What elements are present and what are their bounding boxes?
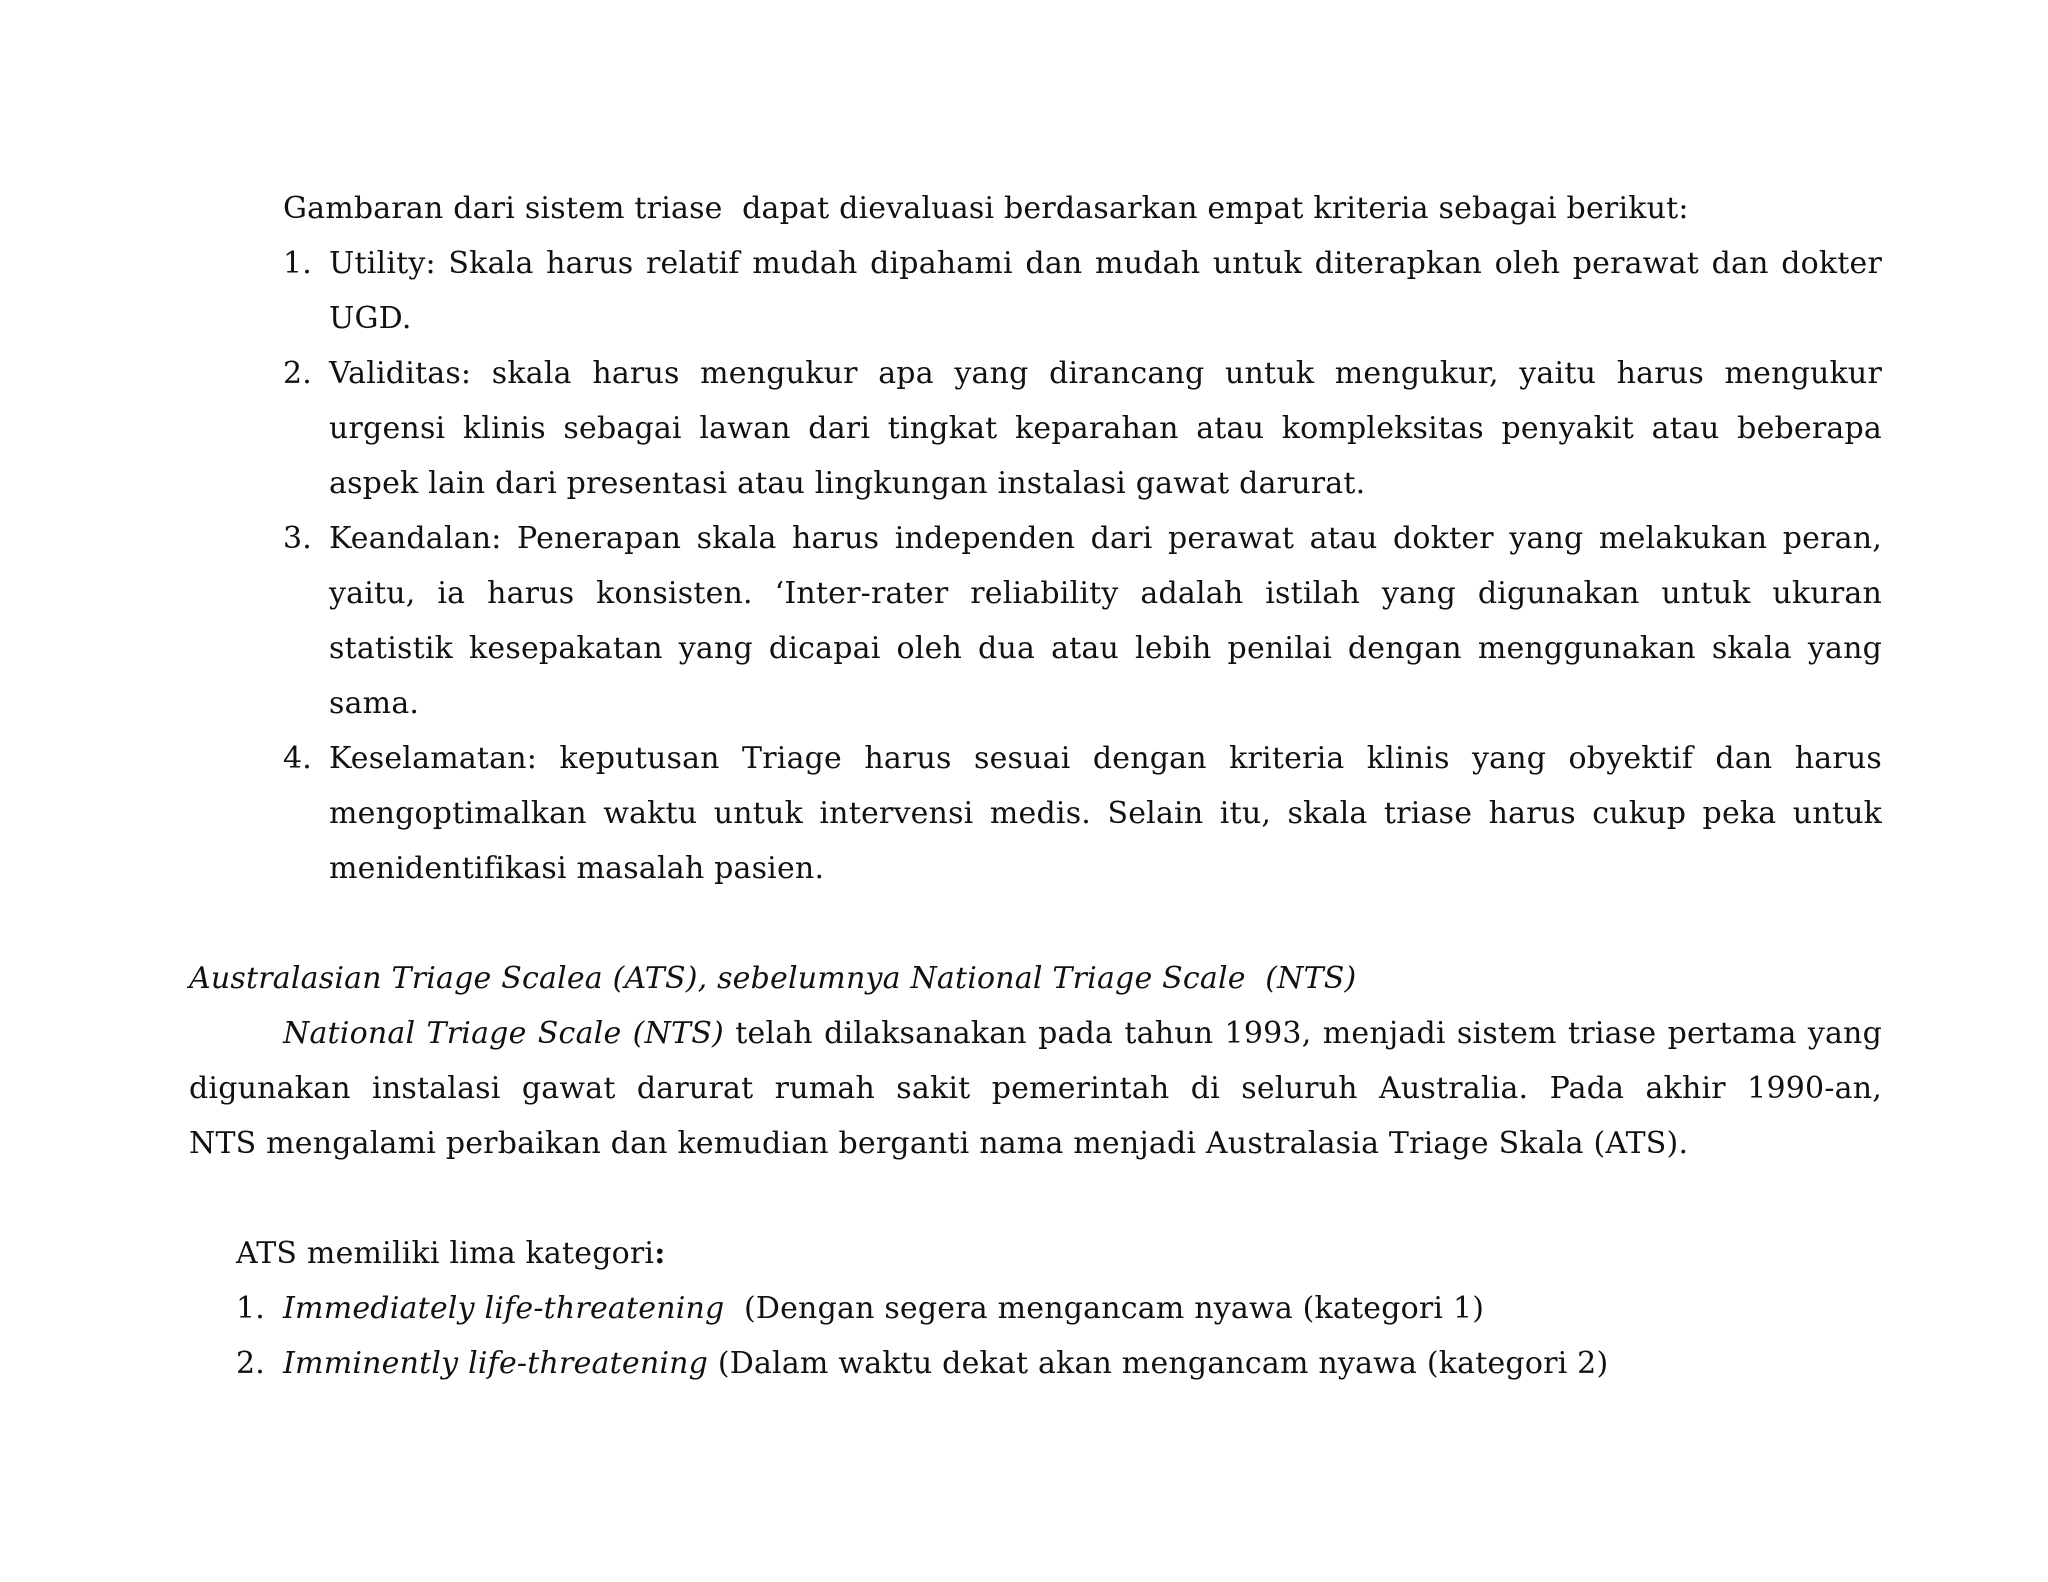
categories-intro [236,1226,665,1281]
criteria-item-2-line-3: aspek lain dari presentasi atau lingkungan instalasi gawat darurat. [329,466,1366,501]
criteria-item-3-number: 3. [283,521,313,556]
criteria-item-1-number: 1. [283,246,313,281]
categories-intro-colon: : [654,1236,666,1271]
criteria-item-1-line-1: Utility: Skala harus relatif mudah dipahami dan mudah untuk diterapkan oleh perawat dan dokter [329,246,1882,281]
ats-paragraph-italic-term: National Triage Scale (NTS) [283,1016,724,1051]
criteria-item-2-line-1: Validitas: skala harus mengukur apa yang dirancang untuk mengukur, yaitu harus mengukur [329,356,1882,391]
category-item-2 [283,1336,1608,1391]
criteria-item-4-number: 4. [283,741,313,776]
category-item-2-number: 2. [236,1346,266,1381]
ats-paragraph-line-3: NTS mengalami perbaikan dan kemudian berganti nama menjadi Australasia Triage Skala (ATS). [189,1126,1689,1161]
criteria-item-2-line-2: urgensi klinis sebagai lawan dari tingkat keparahan atau kompleksitas penyakit atau beberapa [329,411,1882,446]
category-item-2-term: Imminently life-threatening [283,1346,709,1381]
ats-paragraph-line-2: digunakan instalasi gawat darurat rumah sakit pemerintah di seluruh Australia. Pada akhir 1990-an, [189,1071,1882,1106]
category-item-1-description: (Dengan segera mengancam nyawa (kategori 1) [724,1291,1485,1326]
criteria-item-1-line-2: UGD. [329,301,412,336]
ats-paragraph-line-1 [283,1006,1882,1061]
criteria-item-3-line-3: statistik kesepakatan yang dicapai oleh dua atau lebih penilai dengan menggunakan skala yang [329,631,1882,666]
criteria-item-3-line-1: Keandalan: Penerapan skala harus independen dari perawat atau dokter yang melakukan peran, [329,521,1882,556]
criteria-item-2-number: 2. [283,356,313,391]
category-item-1-number: 1. [236,1291,266,1326]
ats-paragraph-line-1-rest: telah dilaksanakan pada tahun 1993, menjadi sistem triase pertama yang [723,1016,1882,1051]
category-item-1-term: Immediately life-threatening [283,1291,725,1326]
criteria-item-4-line-2: mengoptimalkan waktu untuk intervensi medis. Selain itu, skala triase harus cukup peka untuk [329,796,1882,831]
category-item-2-description: (Dalam waktu dekat akan mengancam nyawa (kategori 2) [708,1346,1609,1381]
criteria-item-3-line-4: sama. [329,686,420,721]
criteria-item-4-line-1: Keselamatan: keputusan Triage harus sesuai dengan kriteria klinis yang obyektif dan harus [329,741,1882,776]
categories-intro-text: ATS memiliki lima kategori [236,1236,655,1271]
criteria-item-4-line-3: menidentifikasi masalah pasien. [329,851,825,886]
ats-heading: Australasian Triage Scalea (ATS), sebelumnya National Triage Scale (NTS) [189,961,1357,996]
criteria-item-3-line-2: yaitu, ia harus konsisten. ‘Inter-rater reliability adalah istilah yang digunakan untuk ukuran [329,576,1882,611]
category-item-1 [283,1281,1484,1336]
criteria-intro: Gambaran dari sistem triase dapat dievaluasi berdasarkan empat kriteria sebagai berikut: [283,191,1689,226]
